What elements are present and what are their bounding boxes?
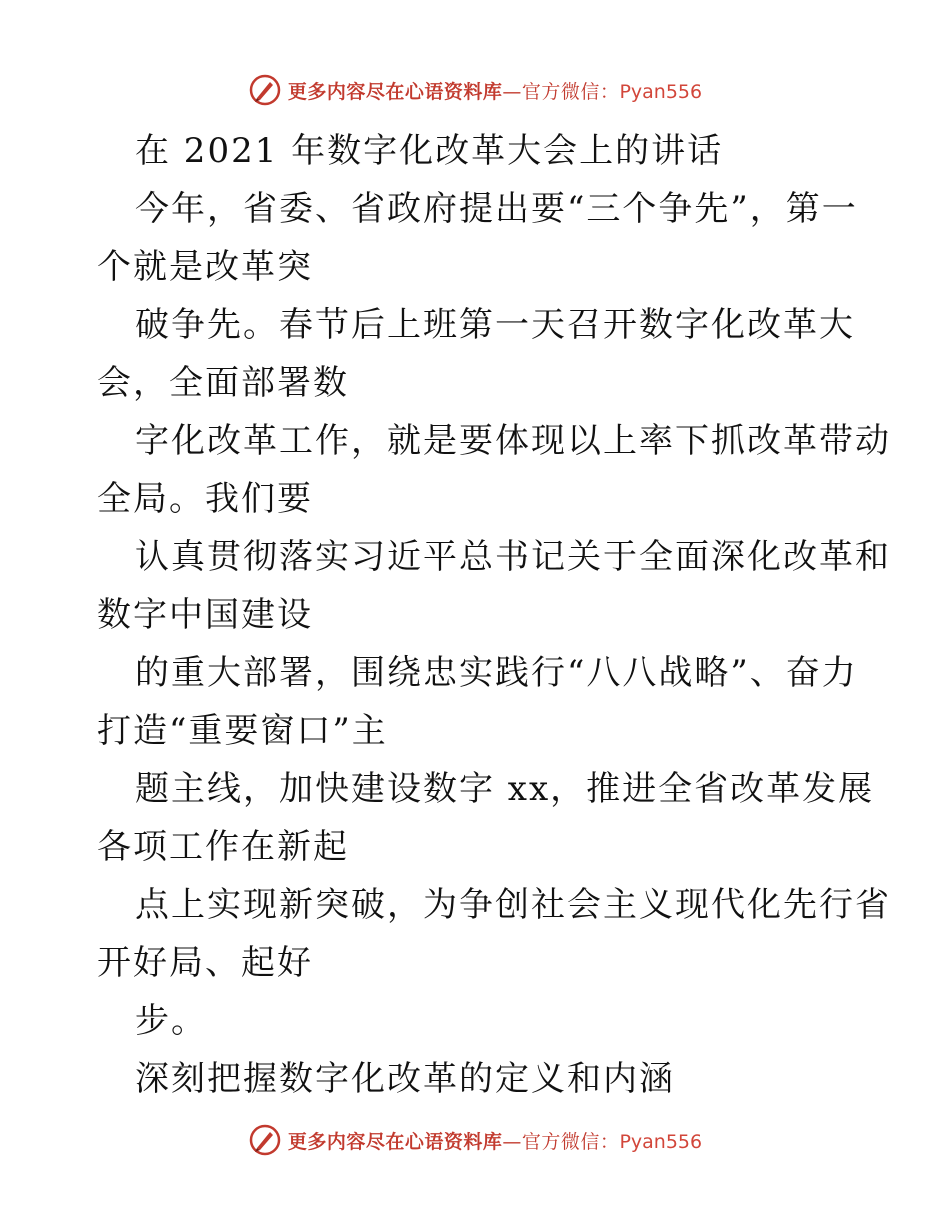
quill-pen-logo-icon (248, 1123, 282, 1157)
banner-contact-label: 官方微信： (521, 1130, 620, 1153)
banner-contact-id: Pyan556 (619, 80, 703, 103)
paragraph-line: 个就是改革突 (97, 247, 313, 287)
footer-banner (0, 1120, 950, 1160)
paragraph-line: 破争先。春节后上班第一天召开数字化改革大 (135, 305, 855, 345)
paragraph-line: 开好局、起好 (97, 943, 313, 983)
paragraph-line: 打造“重要窗口”主 (97, 711, 388, 751)
paragraph-line: 的重大部署，围绕忠实践行“八八战略”、奋力 (135, 653, 858, 693)
paragraph-line: 步。 (135, 1001, 207, 1041)
paragraph-line: 今年，省委、省政府提出要“三个争先”，第一 (135, 189, 858, 229)
banner-dash: — (502, 80, 522, 103)
banner-text (288, 77, 702, 104)
paragraph-line: 点上实现新突破，为争创社会主义现代化先行省 (135, 885, 891, 925)
banner-text (288, 1127, 702, 1154)
document-body (97, 122, 891, 1108)
banner-main-text: 更多内容尽在心语资料库 (287, 80, 503, 103)
banner-main-text: 更多内容尽在心语资料库 (287, 1130, 503, 1153)
header-banner (0, 70, 950, 110)
banner-dash: — (502, 1130, 522, 1153)
section-heading: 深刻把握数字化改革的定义和内涵 (135, 1059, 675, 1099)
paragraph-line: 各项工作在新起 (97, 827, 349, 867)
quill-pen-logo-icon (248, 73, 282, 107)
document-title: 在 2021 年数字化改革大会上的讲话 (135, 131, 724, 171)
paragraph-line: 全局。我们要 (97, 479, 313, 519)
banner-contact-id: Pyan556 (619, 1130, 703, 1153)
paragraph-line: 数字中国建设 (97, 595, 313, 635)
paragraph-line: 字化改革工作，就是要体现以上率下抓改革带动 (135, 421, 891, 461)
paragraph-line: 认真贯彻落实习近平总书记关于全面深化改革和 (135, 537, 891, 577)
banner-contact-label: 官方微信： (521, 80, 620, 103)
paragraph-line: 会，全面部署数 (97, 363, 349, 403)
paragraph-line: 题主线，加快建设数字 xx，推进全省改革发展 (135, 769, 875, 809)
